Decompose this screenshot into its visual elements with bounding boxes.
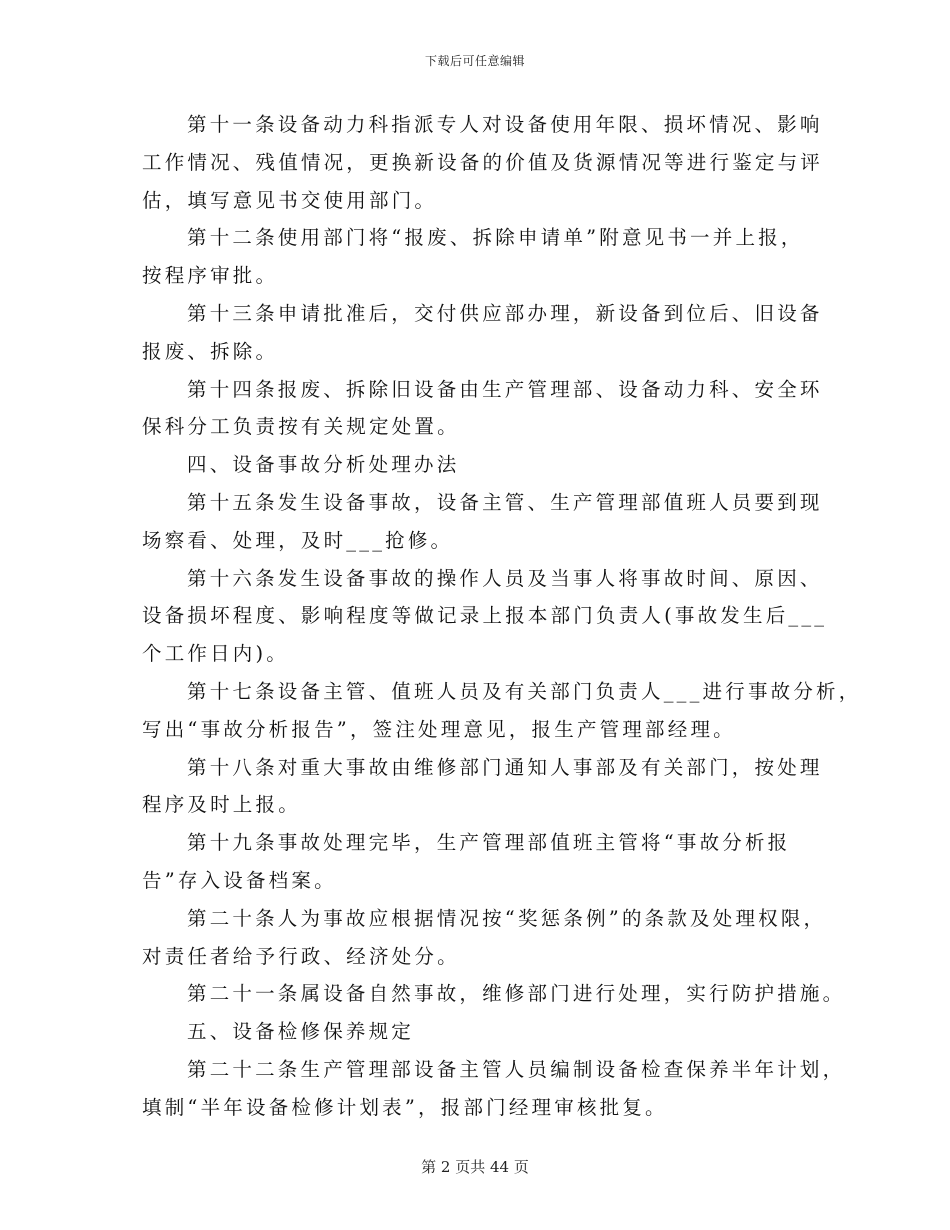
text-line: 设备损坏程度、影响程度等做记录上报本部门负责人(事故发生后___ (142, 604, 828, 628)
text-line: 第十三条申请批准后，交付供应部办理，新设备到位后、旧设备 (187, 301, 823, 325)
text-line: 写出“事故分析报告”，签注处理意见，报生产管理部经理。 (142, 717, 736, 741)
text-line: 个工作日内)。 (142, 642, 290, 666)
text-line: 四、设备事故分析处理办法 (187, 453, 460, 477)
text-line: 第十一条设备动力科指派专人对设备使用年限、损坏情况、影响 (187, 113, 823, 136)
text-line: 第二十一条属设备自然事故，维修部门进行处理，实行防护措施。 (187, 982, 846, 1006)
text-line: 报废、拆除。 (142, 339, 279, 363)
text-line: 第十四条报废、拆除旧设备由生产管理部、设备动力科、安全环 (187, 377, 823, 401)
text-line: 第十五条发生设备事故，设备主管、生产管理部值班人员要到现 (187, 490, 823, 514)
text-line: 估，填写意见书交使用部门。 (142, 188, 438, 212)
text-line: 第十二条使用部门将“报废、拆除申请单”附意见书一并上报， (187, 226, 804, 250)
text-line: 保科分工负责按有关规定处置。 (142, 415, 460, 439)
text-line: 工作情况、残值情况，更换新设备的价值及货源情况等进行鉴定与评 (142, 150, 824, 174)
page-header: 下载后可任意编辑 (424, 54, 525, 68)
text-line: 填制“半年设备检修计划表”，报部门经理审核批复。 (142, 1095, 668, 1119)
text-line: 第二十条人为事故应根据情况按“奖惩条例”的条款及处理权限， (187, 906, 827, 930)
text-line: 第十八条对重大事故由维修部门通知人事部及有关部门，按处理 (187, 755, 823, 779)
text-line: 程序及时上报。 (142, 793, 301, 817)
text-line: 第十七条设备主管、值班人员及有关部门负责人___进行事故分析， (187, 679, 862, 703)
text-line: 按程序审批。 (142, 264, 279, 288)
text-line: 第十九条事故处理完毕，生产管理部值班主管将“事故分析报 (187, 831, 791, 855)
text-line: 对责任者给予行政、经济处分。 (142, 944, 460, 968)
document-body (142, 106, 862, 1127)
page-footer: 第 2 页共 44 页 (421, 1158, 529, 1176)
text-line: 五、设备检修保养规定 (187, 1020, 415, 1044)
text-line: 告”存入设备档案。 (142, 868, 337, 892)
text-line: 第二十二条生产管理部设备主管人员编制设备检查保养半年计划， (187, 1057, 846, 1081)
text-line: 第十六条发生设备事故的操作人员及当事人将事故时间、原因、 (187, 566, 823, 590)
text-line: 场察看、处理，及时___抢修。 (142, 528, 454, 552)
